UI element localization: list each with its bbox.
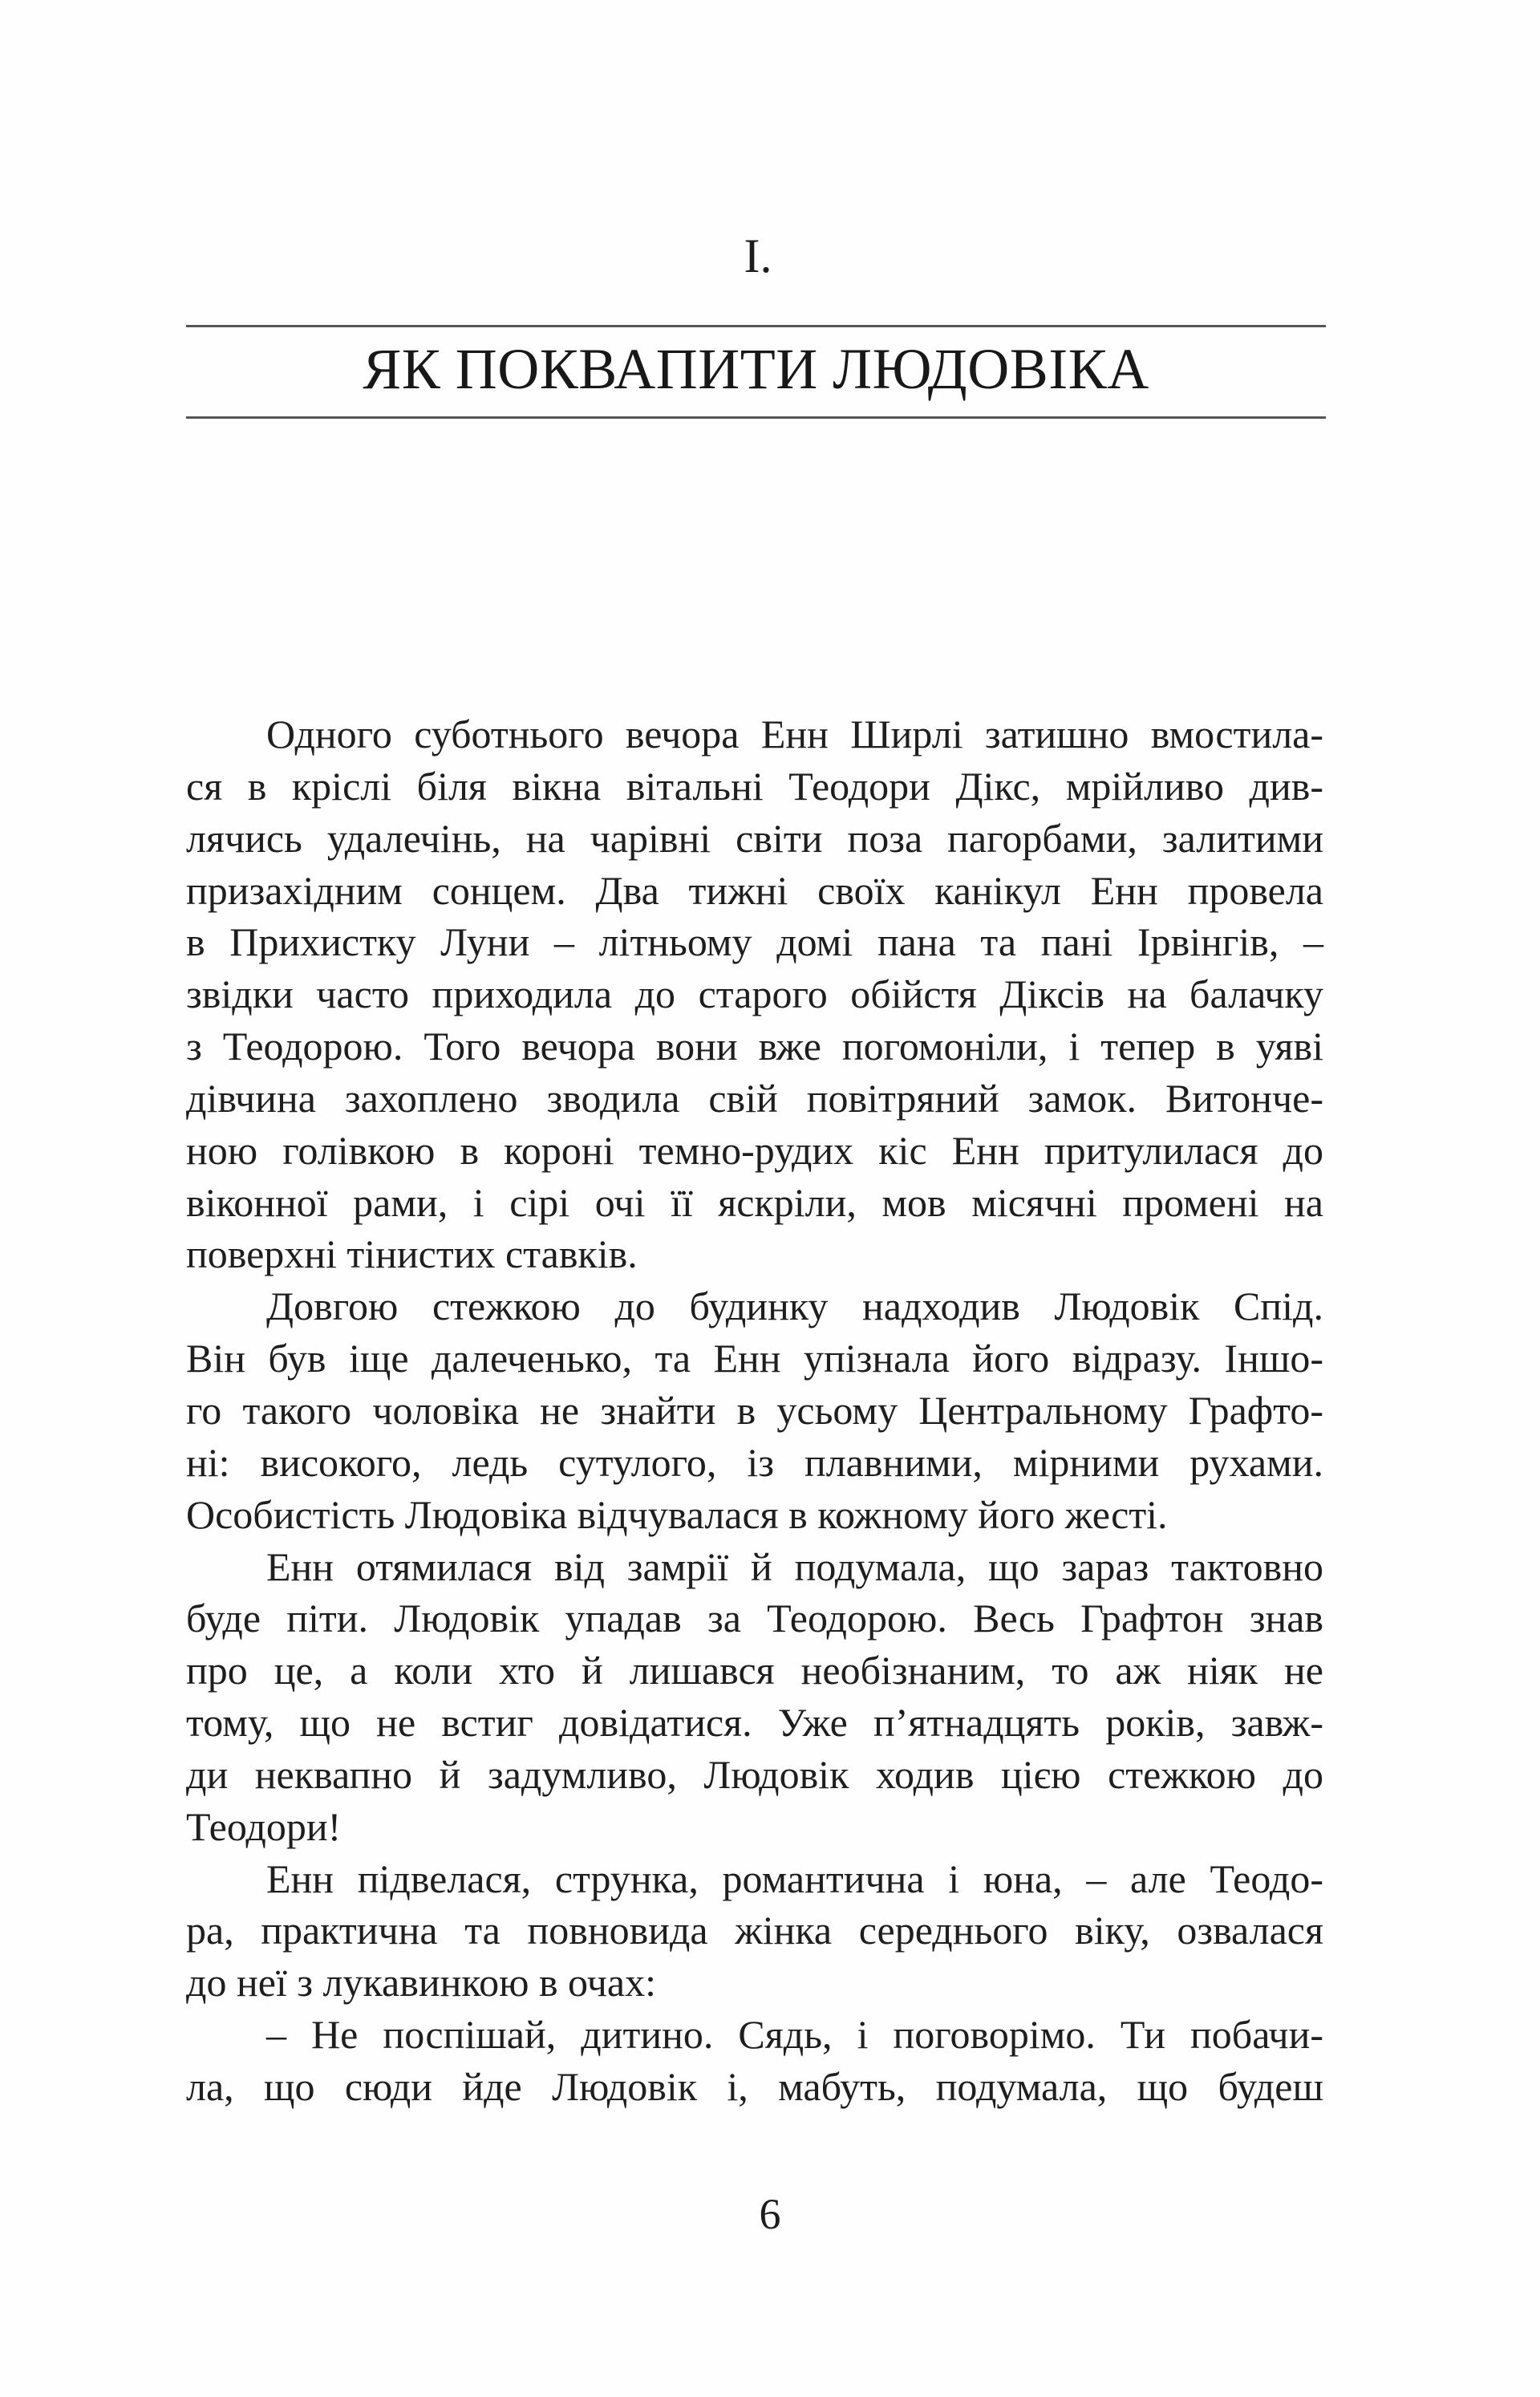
text-line: Одного суботнього вечора Енн Ширлі затишно вмостила- xyxy=(266,712,1323,756)
text-line: звідки часто приходила до старого обійстя Діксів на балачку xyxy=(186,971,1323,1017)
text-line: буде піти. Людовік упадав за Теодорою. Весь Графтон знав xyxy=(186,1596,1323,1641)
text-line: призахідним сонцем. Два тижні своїх канікул Енн провела xyxy=(186,867,1323,913)
text-line: поверхні тінистих ставків. xyxy=(186,1231,638,1277)
text-line: ла, що сюди йде Людовік і, мабуть, подумала, що будеш xyxy=(186,2063,1323,2109)
text-line: дівчина захоплено зводила свій повітряний замок. Витонче- xyxy=(186,1075,1323,1121)
text-line: в Прихистку Луни – літньому домі пана та пані Ірвінгів, – xyxy=(186,919,1323,965)
text-line: ні: високого, ледь сутулого, із плавними, мірними рухами. xyxy=(186,1439,1323,1485)
chapter-title: ЯК ПОКВАПИТИ ЛЮДОВІКА xyxy=(363,337,1149,401)
text-line: Довгою стежкою до будинку надходив Людовік Спід. xyxy=(266,1284,1323,1329)
chapter-number: I. xyxy=(744,229,772,282)
title-rule-top xyxy=(186,325,1326,327)
text-line: до неї з лукавинкою в очах: xyxy=(186,1960,656,2006)
text-line: лячись удалечінь, на чарівні світи поза пагорбами, залитими xyxy=(186,815,1323,861)
text-line: Енн підвелася, струнка, романтична і юна, – але Теодо- xyxy=(266,1856,1323,1901)
text-line: ною голівкою в короні темно-рудих кіс Енн притулилася до xyxy=(186,1127,1323,1173)
text-line: з Теодорою. Того вечора вони вже погомоніли, і тепер в уяві xyxy=(186,1024,1323,1069)
text-line: Він був іще далеченько, та Енн упізнала його відразу. Іншо- xyxy=(186,1336,1323,1381)
text-line: Енн отямилася від замрії й подумала, що зараз тактовно xyxy=(266,1543,1323,1589)
page-number: 6 xyxy=(759,2190,781,2238)
title-rule-bottom xyxy=(186,416,1326,419)
text-line: тому, що не встиг довідатися. Уже п’ятнадцять років, завж- xyxy=(186,1700,1323,1746)
text-line: ди неквапно й задумливо, Людовік ходив цією стежкою до xyxy=(186,1751,1323,1797)
text-line: віконної рами, і сірі очі її яскріли, мов місячні промені на xyxy=(186,1179,1323,1225)
text-line: го такого чоловіка не знайти в усьому Центральному Графто- xyxy=(186,1387,1323,1433)
text-line: ся в кріслі біля вікна вітальні Теодори Дікс, мрійливо див- xyxy=(186,763,1323,809)
text-line: Теодори! xyxy=(186,1803,342,1849)
text-line: про це, а коли хто й лишався необізнаним, то аж ніяк не xyxy=(186,1648,1323,1693)
text-line: Особистість Людовіка відчувалася в кожному його жесті. xyxy=(186,1491,1168,1537)
text-line: ра, практична та повновида жінка середнього віку, озвалася xyxy=(186,1908,1323,1953)
body-text xyxy=(186,708,1323,2113)
text-line: – Не поспішай, дитино. Сядь, і поговорімо. Ти побачи- xyxy=(266,2012,1323,2058)
